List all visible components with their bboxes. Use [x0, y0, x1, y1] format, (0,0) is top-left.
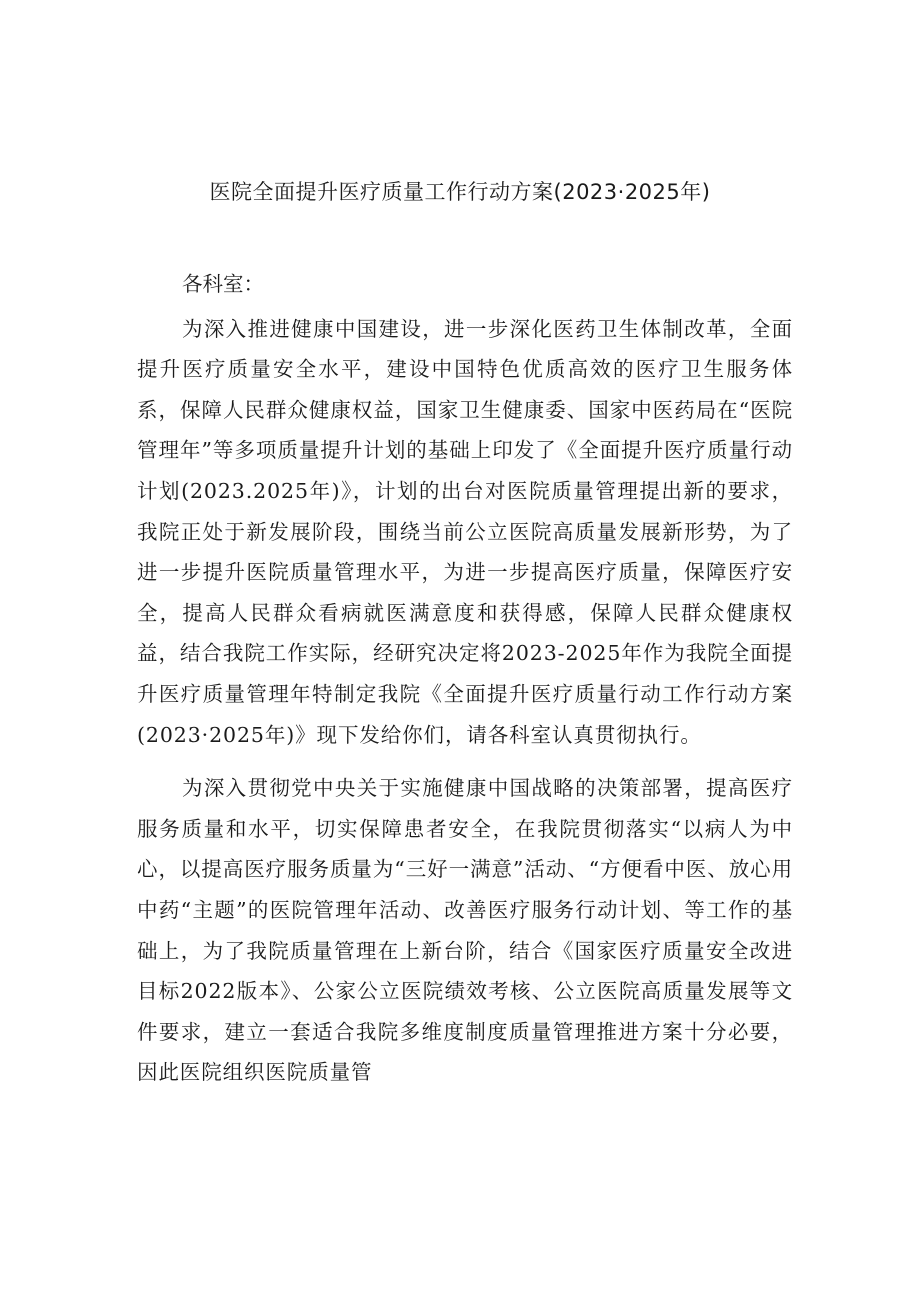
salutation: 各科室：: [182, 272, 264, 296]
document-body: [137, 264, 793, 1093]
paragraph-1: 为深入推进健康中国建设，进一步深化医药卫生体制改革，全面提升医疗质量安全水平，建设中国特色优质高效的医疗卫生服务体系，保障人民群众健康权益，国家卫生健康委、国家中医药局在“医院管理年”等多项质量提升计划的基础上印发了《全面提升医疗质量行动计划(2023.2025年)》，计划的出台对医院质量管理提出新的要求，我院正处于新发展阶段，围绕当前公立医院高质量发展新形势，为了进一步提升医院质量管理水平，为进一步提高医疗质量，保障医疗安全，提高人民群众看病就医满意度和获得感，保障人民群众健康权益，结合我院工作实际，经研究决定将2023-2025年作为我院全面提升医疗质量管理年特制定我院《全面提升医疗质量行动工作行动方案(2023·2025年)》现下发给你们，请各科室认真贯彻执行。: [137, 316, 793, 747]
document-title: 医院全面提升医疗质量工作行动方案(2023·2025年): [209, 180, 711, 204]
paragraph-2: 为深入贯彻党中央关于实施健康中国战略的决策部署，提高医疗服务质量和水平，切实保障患者安全，在我院贯彻落实“以病人为中心，以提高医疗服务质量为“三好一满意”活动、“方便看中医、放心用中药“主题”的医院管理年活动、改善医疗服务行动计划、等工作的基础上，为了我院质量管理在上新台阶，结合《国家医疗质量安全改进目标2022版本》、公家公立医院绩效考核、公立医院高质量发展等文件要求，建立一套适合我院多维度制度质量管理推进方案十分必要，因此医院组织医院质量管: [137, 776, 793, 1085]
